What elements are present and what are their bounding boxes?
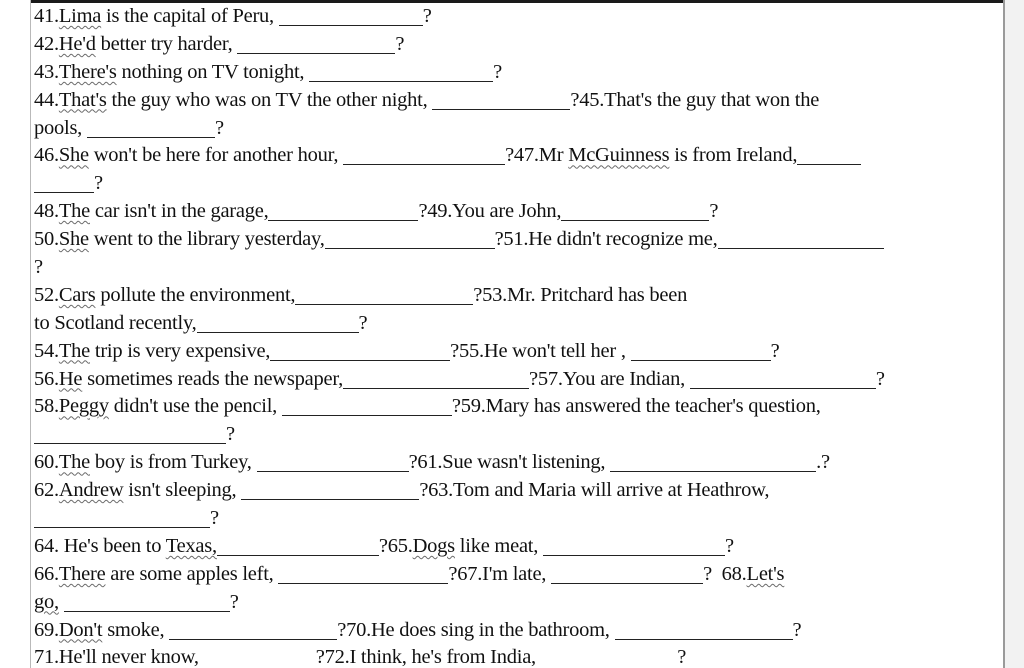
answer-blank[interactable] (615, 638, 793, 640)
text-line (34, 254, 1000, 282)
answer-blank[interactable] (561, 219, 709, 221)
text-segment: 54. (34, 339, 59, 362)
text-line (34, 3, 1000, 31)
answer-blank[interactable] (551, 582, 703, 584)
text-line (34, 505, 1000, 533)
spellcheck-word: Peggy (58, 395, 109, 418)
text-segment: ? (229, 590, 239, 613)
text-segment: the guy who was on TV the other night, (106, 88, 433, 111)
text-segment: ?53.Mr. Pritchard has been (473, 283, 688, 306)
text-segment: ?57.You are Indian, (528, 367, 690, 390)
text-segment: ? (395, 32, 405, 55)
spellcheck-word: The (58, 200, 90, 223)
text-line (34, 59, 1000, 87)
text-segment: ?59.Mary has answered the teacher's question, (451, 395, 821, 418)
answer-blank[interactable] (270, 359, 450, 361)
text-line (34, 226, 1000, 254)
spellcheck-word: Andrew (58, 479, 124, 502)
spellcheck-word: Let's (746, 562, 785, 585)
text-segment: sometimes reads the newspaper, (82, 367, 343, 390)
text-segment: pollute the environment, (95, 283, 296, 306)
text-segment: 43. (34, 60, 59, 83)
text-line (34, 142, 1000, 170)
right-margin (1005, 0, 1024, 668)
text-segment: better try harder, (95, 32, 238, 55)
text-segment: smoke, (102, 618, 170, 641)
text-segment: ?47.Mr (505, 144, 569, 167)
text-segment: 41. (34, 5, 59, 27)
spellcheck-word: He'd (58, 32, 96, 55)
spellcheck-word: There's (58, 60, 117, 83)
text-line (34, 449, 1000, 477)
text-segment: isn't sleeping, (123, 479, 242, 502)
text-line (34, 198, 1000, 226)
text-segment: ? (709, 200, 719, 223)
text-segment: 48. (34, 200, 59, 223)
text-line (34, 533, 1000, 561)
text-line (34, 561, 1000, 589)
answer-blank[interactable] (217, 554, 379, 556)
text-segment: ?45.That's the guy that won the (570, 88, 820, 111)
text-segment: car isn't in the garage, (90, 200, 269, 223)
left-margin (0, 0, 30, 668)
text-segment: ? (770, 339, 780, 362)
text-segment: is from Ireland, (669, 144, 798, 167)
answer-blank[interactable] (797, 163, 861, 165)
text-line (34, 338, 1000, 366)
answer-blank[interactable] (718, 247, 884, 249)
text-segment: ?49.You are John, (418, 200, 562, 223)
text-segment: ?55.He won't tell her , (450, 339, 631, 362)
text-segment: ?67.I'm late, (448, 562, 552, 585)
text-segment: 66. (34, 562, 59, 585)
spellcheck-word: go, (34, 590, 59, 613)
text-segment: ? (792, 618, 802, 641)
text-segment: 52. (34, 283, 59, 306)
answer-blank[interactable] (241, 498, 419, 500)
text-segment: ?63.Tom and Maria will arrive at Heathrow, (419, 479, 770, 502)
answer-blank[interactable] (610, 470, 816, 472)
text-segment: ? (875, 367, 885, 390)
answer-blank[interactable] (325, 247, 495, 249)
text-segment: ? (226, 423, 235, 446)
answer-blank[interactable] (34, 442, 226, 444)
answer-blank[interactable] (690, 387, 876, 389)
answer-blank[interactable] (343, 387, 529, 389)
answer-blank[interactable] (309, 80, 493, 82)
answer-blank[interactable] (282, 414, 452, 416)
text-line (34, 87, 1000, 115)
text-segment: ? (34, 256, 43, 279)
text-line (34, 366, 1000, 394)
text-line (34, 393, 1000, 421)
text-line (34, 282, 1000, 310)
text-segment: 60. (34, 451, 59, 474)
exercise-text (34, 3, 1000, 668)
spellcheck-word: The (58, 339, 90, 362)
spellcheck-word: She (58, 144, 89, 167)
spellcheck-word: The (58, 451, 90, 474)
text-segment: are some apples left, (105, 562, 279, 585)
text-segment: 71.He'll never know, ?72.I think, he's from India, ? (34, 646, 687, 668)
answer-blank[interactable] (279, 24, 423, 26)
text-segment: ? (210, 507, 219, 530)
answer-blank[interactable] (34, 526, 210, 528)
answer-blank[interactable] (278, 582, 448, 584)
text-line (34, 31, 1000, 59)
answer-blank[interactable] (34, 191, 94, 193)
text-segment: 42. (34, 32, 59, 55)
text-line (34, 644, 1000, 668)
text-segment: ?51.He didn't recognize me, (494, 228, 718, 251)
text-segment: ? (422, 5, 432, 27)
answer-blank[interactable] (343, 163, 505, 165)
answer-blank[interactable] (237, 52, 395, 54)
text-segment: pools, (34, 116, 87, 139)
answer-blank[interactable] (268, 219, 418, 221)
text-line (34, 617, 1000, 645)
text-segment: ?61.Sue wasn't listening, (408, 451, 611, 474)
text-segment: ?70.He does sing in the bathroom, (337, 618, 615, 641)
spellcheck-word: There (58, 562, 106, 585)
text-segment: nothing on TV tonight, (116, 60, 310, 83)
text-segment: ? 68. (703, 562, 747, 585)
spellcheck-word: Dogs (412, 534, 455, 557)
text-segment: .? (816, 451, 830, 474)
text-segment: 58. (34, 395, 59, 418)
text-line (34, 421, 1000, 449)
text-line (34, 589, 1000, 617)
text-segment: 64. He's been to (34, 534, 166, 557)
spellcheck-word: Texas, (165, 534, 217, 557)
answer-blank[interactable] (169, 638, 337, 640)
answer-blank[interactable] (197, 331, 359, 333)
text-line (34, 115, 1000, 143)
text-segment: ? (214, 116, 224, 139)
text-segment: to Scotland recently, (34, 311, 197, 334)
text-line (34, 310, 1000, 338)
answer-blank[interactable] (295, 303, 473, 305)
text-segment: went to the library yesterday, (88, 228, 325, 251)
spellcheck-word: That's (58, 88, 107, 111)
text-segment: is the capital of Peru, (101, 5, 279, 27)
text-line (34, 477, 1000, 505)
spellcheck-word: She (58, 228, 89, 251)
text-segment: won't be here for another hour, (88, 144, 344, 167)
text-segment: ? (725, 534, 734, 557)
spellcheck-word: Cars (58, 283, 96, 306)
answer-blank[interactable] (543, 554, 725, 556)
left-margin-rule (30, 0, 31, 668)
spellcheck-word: Don't (58, 618, 103, 641)
spellcheck-word: He (58, 367, 83, 390)
answer-blank[interactable] (87, 136, 215, 138)
text-segment: 69. (34, 618, 59, 641)
text-segment: 62. (34, 479, 59, 502)
text-segment: 50. (34, 228, 59, 251)
text-segment: 44. (34, 88, 59, 111)
text-segment: ?65. (378, 534, 413, 557)
text-segment: boy is from Turkey, (90, 451, 257, 474)
answer-blank[interactable] (631, 359, 771, 361)
spellcheck-word: Lima (58, 5, 102, 27)
answer-blank[interactable] (432, 108, 570, 110)
answer-blank[interactable] (257, 470, 409, 472)
text-segment: didn't use the pencil, (108, 395, 282, 418)
text-line (34, 170, 1000, 198)
answer-blank[interactable] (64, 610, 230, 612)
text-segment: ? (94, 172, 103, 195)
spellcheck-word: McGuinness (568, 144, 670, 167)
text-segment: trip is very expensive, (90, 339, 271, 362)
text-segment: 56. (34, 367, 59, 390)
text-segment: ? (358, 311, 368, 334)
text-segment: like meat, (454, 534, 544, 557)
text-segment: ? (493, 60, 503, 83)
text-segment: 46. (34, 144, 59, 167)
